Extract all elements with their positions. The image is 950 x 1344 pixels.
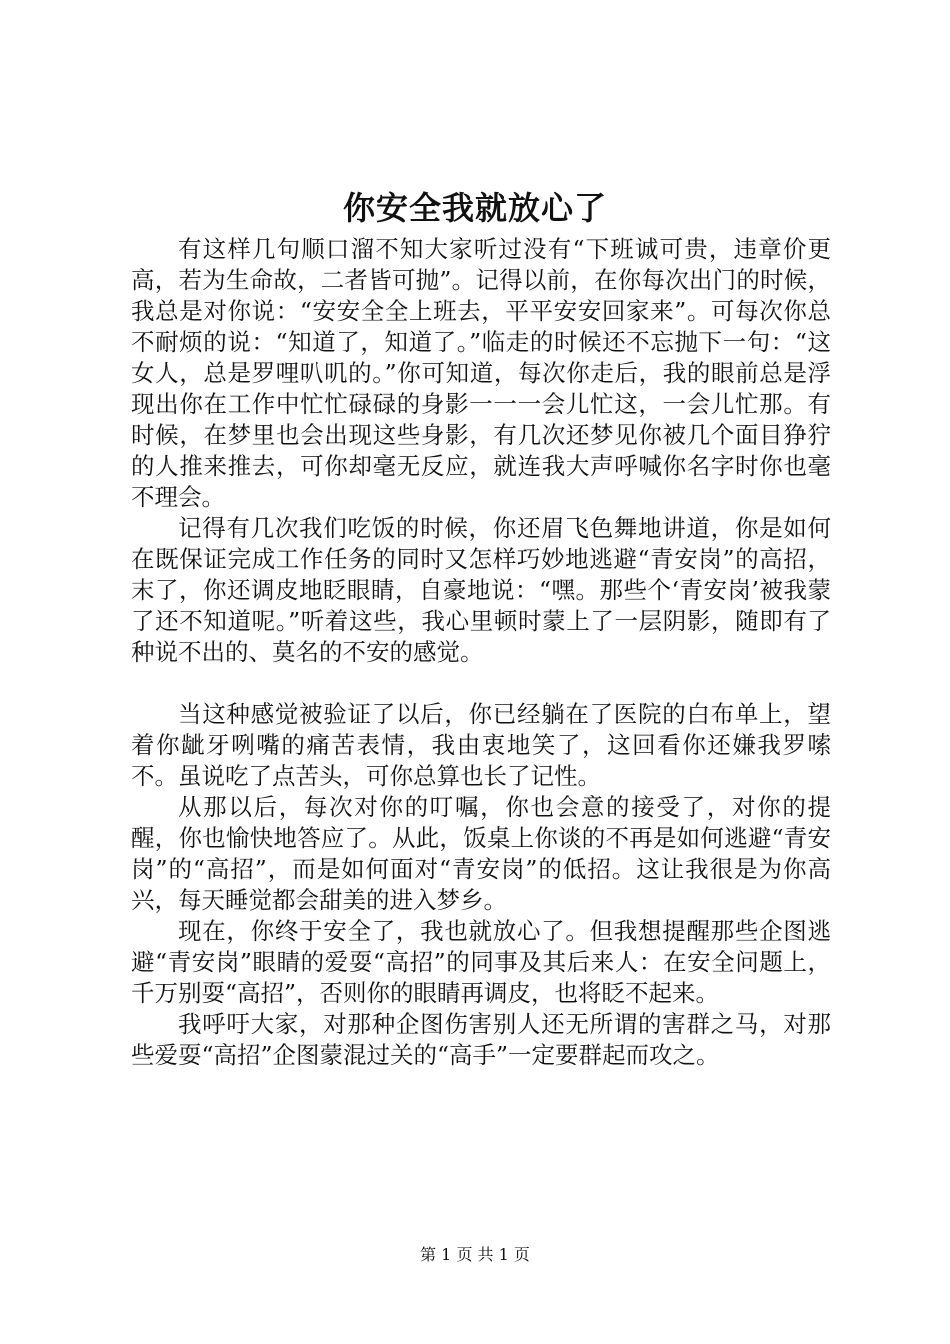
paragraph-4: 从那以后，每次对你的叮嘱，你也会意的接受了，对你的提醒，你也愉快地答应了。从此，饭桌上你谈的不再是如何逃避“青安岗”的“高招”，而是如何面对“青安岗”的低招。这让我很是为你高兴，每天睡觉都会甜美的进入梦乡。: [131, 793, 831, 914]
paragraph-3: 当这种感觉被验证了以后，你已经躺在了医院的白布单上，望着你龇牙咧嘴的痛苦表情，我由衷地笑了，这回看你还嫌我罗嗦不。虽说吃了点苦头，可你总算也长了记性。: [131, 700, 831, 790]
document-body: [131, 234, 831, 1071]
paragraph-6: 我呼吁大家，对那种企图伤害别人还无所谓的害群之马，对那些爱耍“高招”企图蒙混过关的“高手”一定要群起而攻之。: [131, 1010, 831, 1069]
paragraph-1: 有这样几句顺口溜不知大家听过没有“下班诚可贵，违章价更高，若为生命故，二者皆可抛”。记得以前，在你每次出门的时候，我总是对你说：“安安全全上班去，平平安安回家来”。可每次你总不耐烦的说：“知道了，知道了。”临走的时候还不忘抛下一句：“这女人，总是罗哩叭叽的。”你可知道，每次你走后，我的眼前总是浮现出你在工作中忙忙碌碌的身影一一一会儿忙这，一会儿忙那。有时候，在梦里也会出现这些身影，有几次还梦见你被几个面目狰狞的人推来推去，可你却毫无反应，就连我大声呼喊你名字时你也毫不理会。: [131, 235, 831, 511]
paragraph-5: 现在，你终于安全了，我也就放心了。但我想提醒那些企图逃避“青安岗”眼睛的爱耍“高招”的同事及其后来人：在安全问题上，千万别耍“高招”，否则你的眼睛再调皮，也将眨不起来。: [131, 917, 831, 1007]
document-title: 你安全我就放心了: [342, 189, 607, 227]
page-number-footer: 第 1 页 共 1 页: [420, 1245, 530, 1264]
paragraph-2: 记得有几次我们吃饭的时候，你还眉飞色舞地讲道，你是如何在既保证完成工作任务的同时又怎样巧妙地逃避“青安岗”的高招，末了，你还调皮地眨眼睛，自豪地说：“嘿。那些个‘青安岗’被我蒙了还不知道呢。”听着这些，我心里顿时蒙上了一层阴影，随即有了种说不出的、莫名的不安的感觉。: [131, 514, 831, 666]
